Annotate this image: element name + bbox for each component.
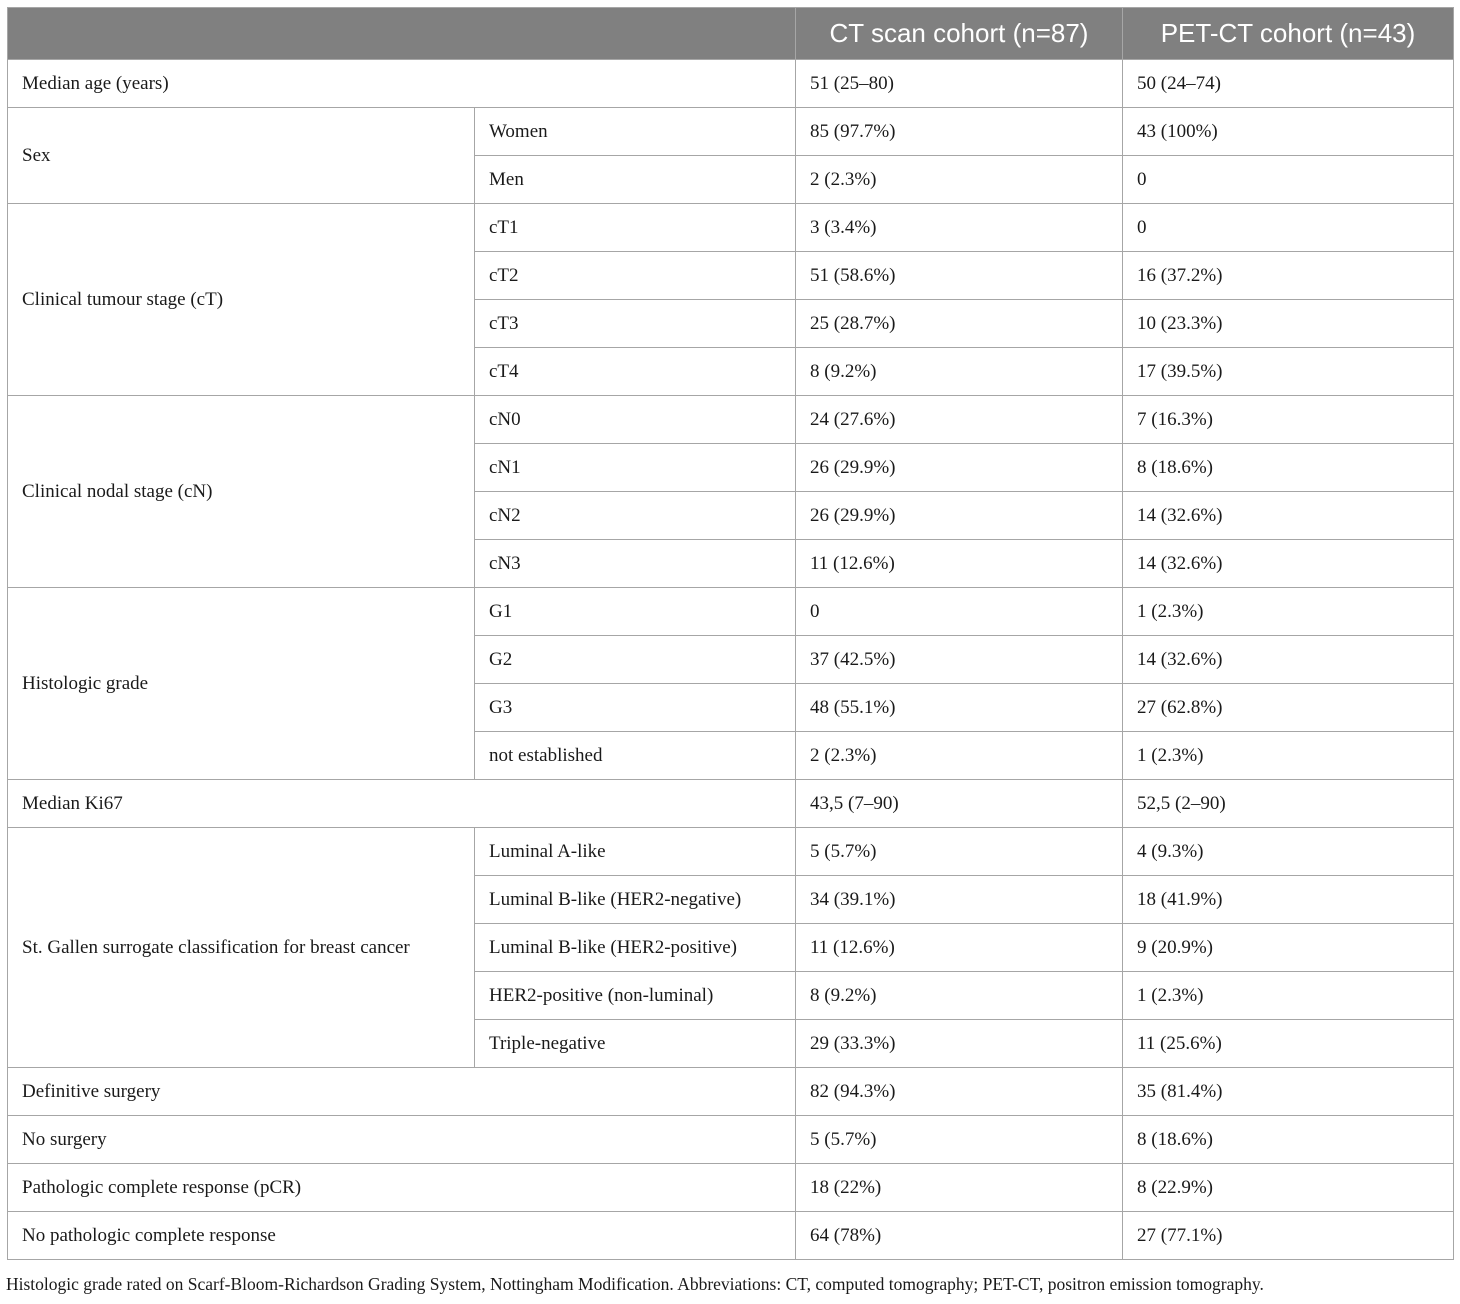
cell-pet-value: 0: [1123, 156, 1454, 204]
row-label-pcr: Pathologic complete response (pCR): [8, 1164, 796, 1212]
cell-ct-value: 64 (78%): [796, 1212, 1123, 1260]
cell-ct-value: 43,5 (7–90): [796, 780, 1123, 828]
cohort-characteristics-table: [7, 7, 1454, 1260]
cell-ct-value: 85 (97.7%): [796, 108, 1123, 156]
cell-ct-value: 26 (29.9%): [796, 492, 1123, 540]
row-label-sex: Sex: [8, 108, 475, 204]
cell-subcategory: cN0: [475, 396, 796, 444]
row-label-no-surgery: No surgery: [8, 1116, 796, 1164]
cell-ct-value: 48 (55.1%): [796, 684, 1123, 732]
cell-pet-value: 1 (2.3%): [1123, 588, 1454, 636]
cell-pet-value: 35 (81.4%): [1123, 1068, 1454, 1116]
cell-pet-value: 8 (18.6%): [1123, 1116, 1454, 1164]
cell-subcategory: Men: [475, 156, 796, 204]
cell-ct-value: 26 (29.9%): [796, 444, 1123, 492]
cell-ct-value: 34 (39.1%): [796, 876, 1123, 924]
cell-ct-value: 8 (9.2%): [796, 972, 1123, 1020]
cell-pet-value: 14 (32.6%): [1123, 540, 1454, 588]
row-label-tumour-stage: Clinical tumour stage (cT): [8, 204, 475, 396]
cell-pet-value: 10 (23.3%): [1123, 300, 1454, 348]
cell-pet-value: 14 (32.6%): [1123, 636, 1454, 684]
row-label-nodal-stage: Clinical nodal stage (cN): [8, 396, 475, 588]
cell-ct-value: 51 (58.6%): [796, 252, 1123, 300]
cell-pet-value: 27 (77.1%): [1123, 1212, 1454, 1260]
cell-pet-value: 17 (39.5%): [1123, 348, 1454, 396]
cell-ct-value: 18 (22%): [796, 1164, 1123, 1212]
cell-subcategory: Luminal B-like (HER2-negative): [475, 876, 796, 924]
cell-ct-value: 11 (12.6%): [796, 540, 1123, 588]
table-row: [8, 1116, 1454, 1164]
cell-pet-value: 16 (37.2%): [1123, 252, 1454, 300]
row-label-histologic-grade: Histologic grade: [8, 588, 475, 780]
cell-subcategory: HER2-positive (non-luminal): [475, 972, 796, 1020]
cell-pet-value: 50 (24–74): [1123, 60, 1454, 108]
cell-subcategory: cT1: [475, 204, 796, 252]
cell-subcategory: cT2: [475, 252, 796, 300]
cell-pet-value: 7 (16.3%): [1123, 396, 1454, 444]
table-row: [8, 780, 1454, 828]
table-row: [8, 1164, 1454, 1212]
cell-ct-value: 37 (42.5%): [796, 636, 1123, 684]
table-row: [8, 396, 1454, 444]
cell-ct-value: 29 (33.3%): [796, 1020, 1123, 1068]
cell-pet-value: 9 (20.9%): [1123, 924, 1454, 972]
table-footnote: Histologic grade rated on Scarf-Bloom-Richardson Grading System, Nottingham Modification. Abbreviations: CT, computed tomography; PET-CT, positron emission tomography.: [6, 1274, 1264, 1294]
cell-pet-value: 4 (9.3%): [1123, 828, 1454, 876]
cell-ct-value: 5 (5.7%): [796, 1116, 1123, 1164]
table-row: [8, 1068, 1454, 1116]
cell-subcategory: not established: [475, 732, 796, 780]
cell-subcategory: cN3: [475, 540, 796, 588]
cell-subcategory: Luminal A-like: [475, 828, 796, 876]
table-row: [8, 588, 1454, 636]
cell-subcategory: cT3: [475, 300, 796, 348]
row-label-median-ki67: Median Ki67: [8, 780, 796, 828]
cell-ct-value: 51 (25–80): [796, 60, 1123, 108]
cell-subcategory: cN2: [475, 492, 796, 540]
cell-subcategory: Luminal B-like (HER2-positive): [475, 924, 796, 972]
cell-subcategory: Triple-negative: [475, 1020, 796, 1068]
cell-ct-value: 2 (2.3%): [796, 156, 1123, 204]
cell-pet-value: 1 (2.3%): [1123, 972, 1454, 1020]
cell-pet-value: 27 (62.8%): [1123, 684, 1454, 732]
row-label-no-pcr: No pathologic complete response: [8, 1212, 796, 1260]
cell-subcategory: cT4: [475, 348, 796, 396]
cell-ct-value: 3 (3.4%): [796, 204, 1123, 252]
cell-pet-value: 11 (25.6%): [1123, 1020, 1454, 1068]
table-row: [8, 828, 1454, 876]
cell-ct-value: 24 (27.6%): [796, 396, 1123, 444]
cell-pet-value: 43 (100%): [1123, 108, 1454, 156]
cell-pet-value: 0: [1123, 204, 1454, 252]
table-header-row: [8, 8, 1454, 60]
table-row: [8, 108, 1454, 156]
cell-subcategory: G1: [475, 588, 796, 636]
cell-ct-value: 8 (9.2%): [796, 348, 1123, 396]
cell-subcategory: G3: [475, 684, 796, 732]
cell-ct-value: 25 (28.7%): [796, 300, 1123, 348]
cell-ct-value: 2 (2.3%): [796, 732, 1123, 780]
cell-pet-value: 8 (18.6%): [1123, 444, 1454, 492]
row-label-median-age: Median age (years): [8, 60, 796, 108]
header-ct-cohort: CT scan cohort (n=87): [796, 8, 1123, 60]
table-row: [8, 60, 1454, 108]
cell-ct-value: 5 (5.7%): [796, 828, 1123, 876]
cell-pet-value: 14 (32.6%): [1123, 492, 1454, 540]
table-row: [8, 204, 1454, 252]
cell-ct-value: 11 (12.6%): [796, 924, 1123, 972]
row-label-definitive-surgery: Definitive surgery: [8, 1068, 796, 1116]
cell-subcategory: G2: [475, 636, 796, 684]
header-pet-cohort: PET-CT cohort (n=43): [1123, 8, 1454, 60]
header-blank-cell: [8, 8, 796, 60]
cell-subcategory: cN1: [475, 444, 796, 492]
cell-ct-value: 82 (94.3%): [796, 1068, 1123, 1116]
table-row: [8, 1212, 1454, 1260]
cell-pet-value: 8 (22.9%): [1123, 1164, 1454, 1212]
cell-pet-value: 52,5 (2–90): [1123, 780, 1454, 828]
cell-subcategory: Women: [475, 108, 796, 156]
cell-ct-value: 0: [796, 588, 1123, 636]
cell-pet-value: 1 (2.3%): [1123, 732, 1454, 780]
cell-pet-value: 18 (41.9%): [1123, 876, 1454, 924]
row-label-st-gallen: St. Gallen surrogate classification for breast cancer: [8, 828, 475, 1068]
